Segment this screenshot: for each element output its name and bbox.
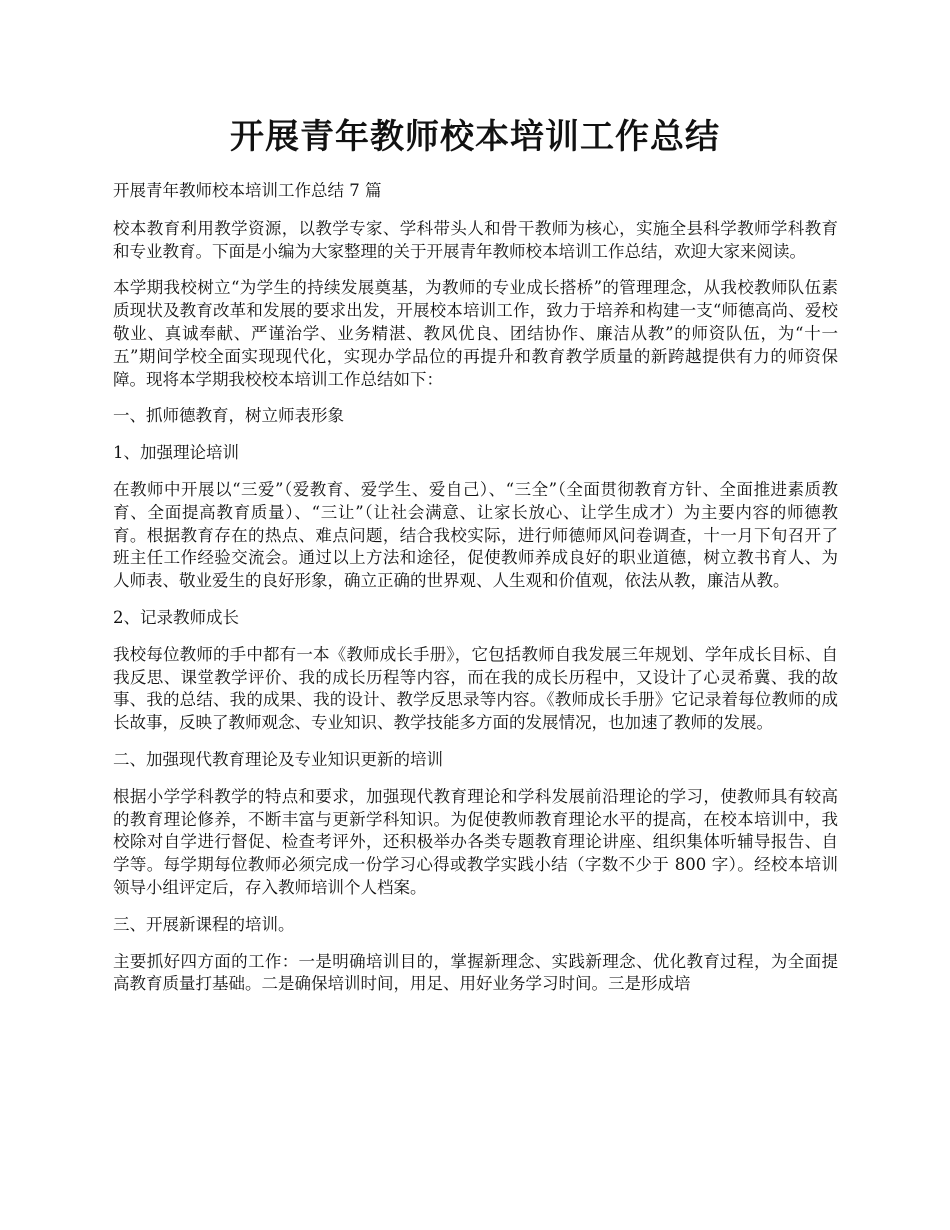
section-heading-2: 二、加强现代教育理论及专业知识更新的培训 (113, 749, 443, 769)
paragraph-modern-theory: 根据小学学科教学的特点和要求，加强现代教育理论和学科发展前沿理论的学习，使教师具有较高的教育理论修养，不断丰富与更新学科知识。为促使教师教育理论水平的提高，在校本培训中，我校除对自学进行督促、检查考评外，还积极举办各类专题教育理论讲座、组织集体听辅导报告、自学等。每学期每位教师必须完成一份学习心得或教学实践小结（字数不少于 800 字）。经校本培训领导小组评定后，存入教师培训个人档案。 (113, 786, 838, 897)
paragraph-theory-training: 在教师中开展以“三爱”（爱教育、爱学生、爱自己）、“三全”（全面贯彻教育方针、全面推进素质教育、全面提高教育质量）、“三让”（让社会满意、让家长放心、让学生成才）为主要内容的师德教育。根据教育存在的热点、难点问题，结合我校实际，进行师德师风问卷调查，十一月下旬召开了班主任工作经验交流会。通过以上方法和途径，促使教师养成良好的职业道德，树立教书育人、为人师表、敬业爱生的良好形象，确立正确的世界观、人生观和价值观，依法从教，廉洁从教。 (113, 479, 838, 591)
paragraph-overview: 本学期我校树立“为学生的持续发展奠基，为教师的专业成长搭桥”的管理理念，从我校教师队伍素质现状及教育改革和发展的要求出发，开展校本培训工作，致力于培养和构建一支“师德高尚、爱校敬业、真诚奉献、严谨治学、业务精湛、教风优良、团结协作、廉洁从教”的师资队伍，为“十一五”期间学校全面实现现代化，实现办学品位的再提升和教育教学质量的新跨越提供有力的师资保障。现将本学期我校校本培训工作总结如下： (113, 278, 838, 389)
section-heading-3: 三、开展新课程的培训。 (113, 914, 295, 934)
section-heading-1: 一、抓师德教育，树立师表形象 (113, 406, 344, 426)
paragraph-new-curriculum: 主要抓好四方面的工作：一是明确培训目的，掌握新理念、实践新理念、优化教育过程，为全面提高教育质量打基础。二是确保培训时间，用足、用好业务学习时间。三是形成培 (113, 951, 838, 994)
document-title: 开展青年教师校本培训工作总结 (230, 117, 720, 157)
document-subtitle: 开展青年教师校本培训工作总结 7 篇 (113, 181, 382, 200)
subsection-heading-1-1: 1、加强理论培训 (113, 443, 239, 463)
paragraph-teacher-growth: 我校每位教师的手中都有一本《教师成长手册》，它包括教师自我发展三年规划、学年成长目标、自我反思、课堂教学评价、我的成长历程等内容，而在我的成长历程中，又设计了心灵希冀、我的故事、我的总结、我的成果、我的设计、教学反思录等内容。《教师成长手册》它记录着每位教师的成长故事，反映了教师观念、专业知识、教学技能多方面的发展情况，也加速了教师的发展。 (113, 644, 838, 733)
paragraph-intro: 校本教育利用教学资源，以教学专家、学科带头人和骨干教师为核心，实施全县科学教师学科教育和专业教育。下面是小编为大家整理的关于开展青年教师校本培训工作总结，欢迎大家来阅读。 (113, 218, 838, 261)
subsection-heading-1-2: 2、记录教师成长 (113, 607, 239, 627)
document-body (113, 180, 838, 1010)
